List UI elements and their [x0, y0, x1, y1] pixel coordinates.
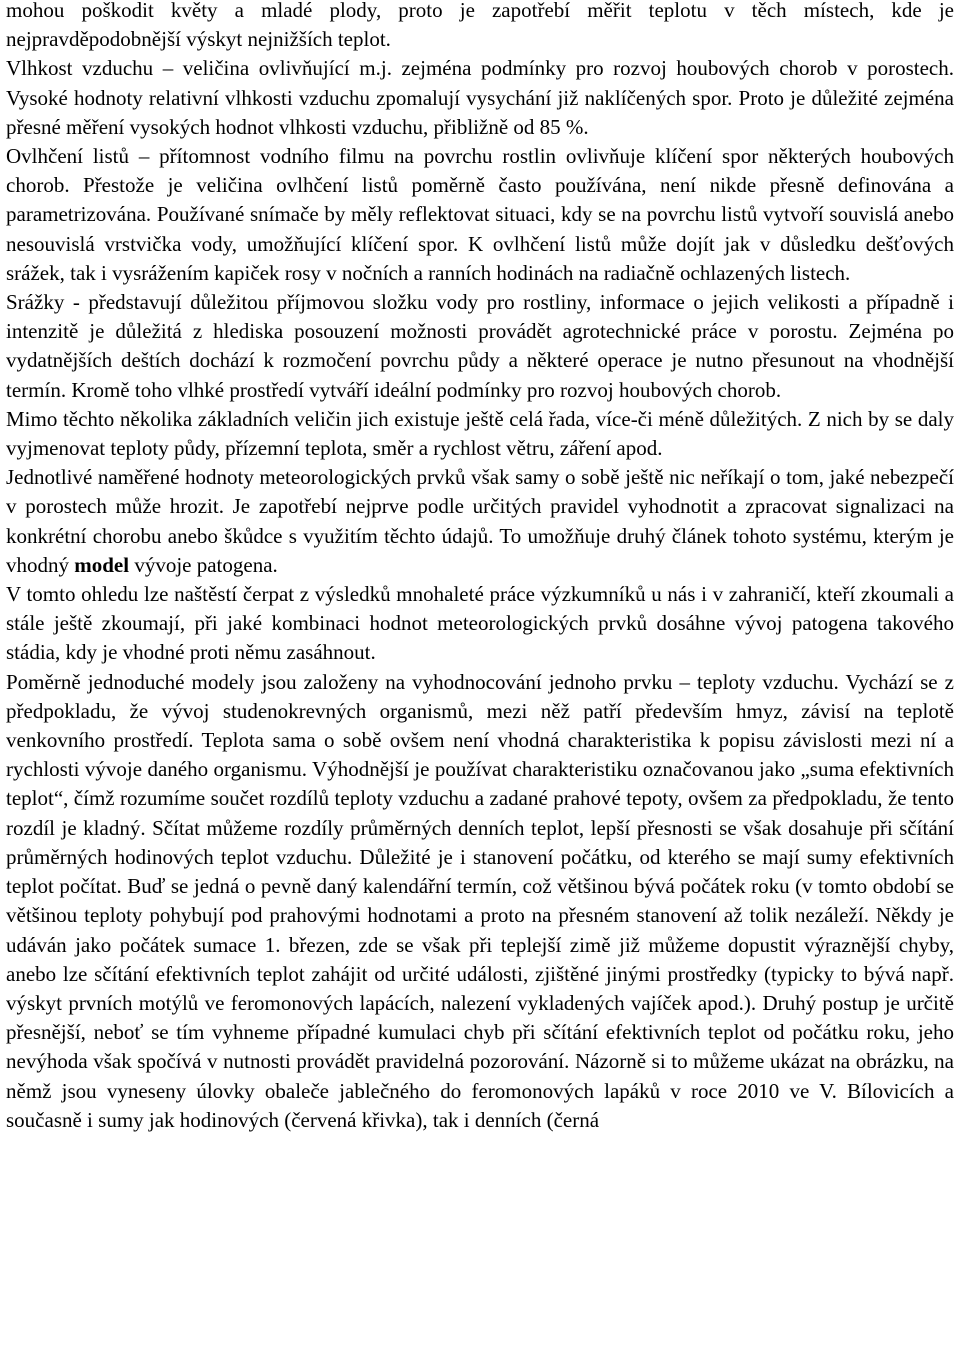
paragraph-air-humidity: Vlhkost vzduchu – veličina ovlivňující m.j. zejména podmínky pro rozvoj houbových chorob v porostech. Vysoké hodnoty relativní vlhkosti vzduchu zpomalují vysychání již naklíčených spor. Proto je důležité zejména přesné měření vysokých hodnot vlhkosti vzduchu, přibližně od 85 %.	[6, 56, 954, 139]
measured-values-text-end: vývoje patogena.	[134, 552, 278, 577]
paragraph-temperature-models: Poměrně jednoduché modely jsou založeny na vyhodnocování jednoho prvku – teploty vzduchu. Vychází se z předpokladu, že vývoj studenokrevných organismů, mezi něž patří především hmyz, závisí na teplotě venkovního prostředí. Teplota sama o sobě ovšem není vhodná charakteristika k popisu závislosti mezi ní a rychlosti vývoje daného organismu. Výhodnější je používat charakteristiku označovanou jako „suma efektivních teplot“, čímž rozumíme součet rozdílů teploty vzduchu a zadané prahové tepoty, ovšem za předpokladu, že tento rozdíl je kladný. Sčítat můžeme rozdíly průměrných denních teplot, lepší přesnosti se však dosahuje při sčítání průměrných hodinových teplot vzduchu. Důležité je i stanovení počátku, od kterého se mají sumy efektivních teplot počítat. Buď se jedná o pevně daný kalendářní termín, což většinou bývá počátek roku (v tomto období se většinou teploty pohybují pod prahovými hodnotami a proto na přesném stanovení až tolik nezáleží. Někdy je udáván jako počátek sumace 1. březen, zde se však při teplejší zimě již můžeme dopustit výraznější chyby, anebo lze sčítání efektivních teplot zahájit od určité události, zjištěné jinými prostředky (typicky to bývá např. výskyt prvních motýlů ve feromonových lapácích, nalezení vykladených vajíček apod.). Druhý postup je určitě přesnější, neboť se tím vyhneme případné kumulaci chyb při sčítání efektivních teplot od počátku roku, jeho nevýhoda však spočívá v nutnosti provádět pravidelná pozorování. Názorně si to můžeme ukázat na obrázku, na němž jsou vyneseny úlovky obaleče jablečného do feromonových lapáků v roce 2010 ve V. Bílovicích a současně i sumy jak hodinových (červená křivka), tak i denních (černá	[6, 669, 954, 1132]
paragraph-frost-temperature: mohou poškodit květy a mladé plody, proto je zapotřebí měřit teplotu v těch místech, kde je nejpravděpodobnější výskyt nejnižších teplot.	[6, 0, 954, 52]
paragraph-leaf-wetness: Ovlhčení listů – přítomnost vodního filmu na povrchu rostlin ovlivňuje klíčení spor některých houbových chorob. Přestože je veličina ovlhčení listů poměrně často používána, není nikde přesně definována a parametrizována. Používané snímače by měly reflektovat situaci, kdy se na povrchu listů vytvoří souvislá anebo nesouvislá vrstvička vody, umožňující klíčení spor. K ovlhčení listů může dojít jak v důsledku dešťových srážek, tak i vysrážením kapiček rosy v nočních a ranních hodinách na radiačně ochlazených listech.	[6, 144, 954, 285]
model-term-bold: model	[74, 552, 130, 577]
measured-values-text: Jednotlivé naměřené hodnoty meteorologických prvků však samy o sobě ještě nic neříkají o tom, jaké nebezpečí v porostech může hrozit. Je zapotřebí nejprve podle určitých pravidel vyhodnotit a zpracovat signalizaci na konkrétní chorobu anebo škůdce s využitím těchto údajů. To umožňuje druhý článek tohoto systému, kterým je vhodný	[6, 465, 954, 577]
paragraph-other-quantities: Mimo těchto několika základních veličin jich existuje ještě celá řada, více-či méně důležitých. Z nich by se daly vyjmenovat teploty půdy, přízemní teplota, směr a rychlost větru, záření apod.	[6, 406, 954, 461]
paragraph-precipitation: Srážky - představují důležitou příjmovou složku vody pro rostliny, informace o jejich velikosti a případně i intenzitě je důležitá z hlediska posouzení možnosti provádět agrotechnické práce v porostu. Zejména po vydatnějších deštích dochází k rozmočení povrchu půdy a některé operace je nutno přesunout na vhodnější termín. Kromě toho vlhké prostředí vytváří ideální podmínky pro rozvoj houbových chorob.	[6, 290, 954, 402]
paragraph-research-results: V tomto ohledu lze naštěstí čerpat z výsledků mnohaleté práce výzkumníků u nás i v zahraničí, kteří zkoumali a stále ještě zkoumají, při jaké kombinaci hodnot meteorologických prvků dosáhne vývoj patogena takového stádia, kdy je vhodné proti němu zasáhnout.	[6, 582, 954, 665]
paragraph-measured-values	[6, 463, 954, 580]
